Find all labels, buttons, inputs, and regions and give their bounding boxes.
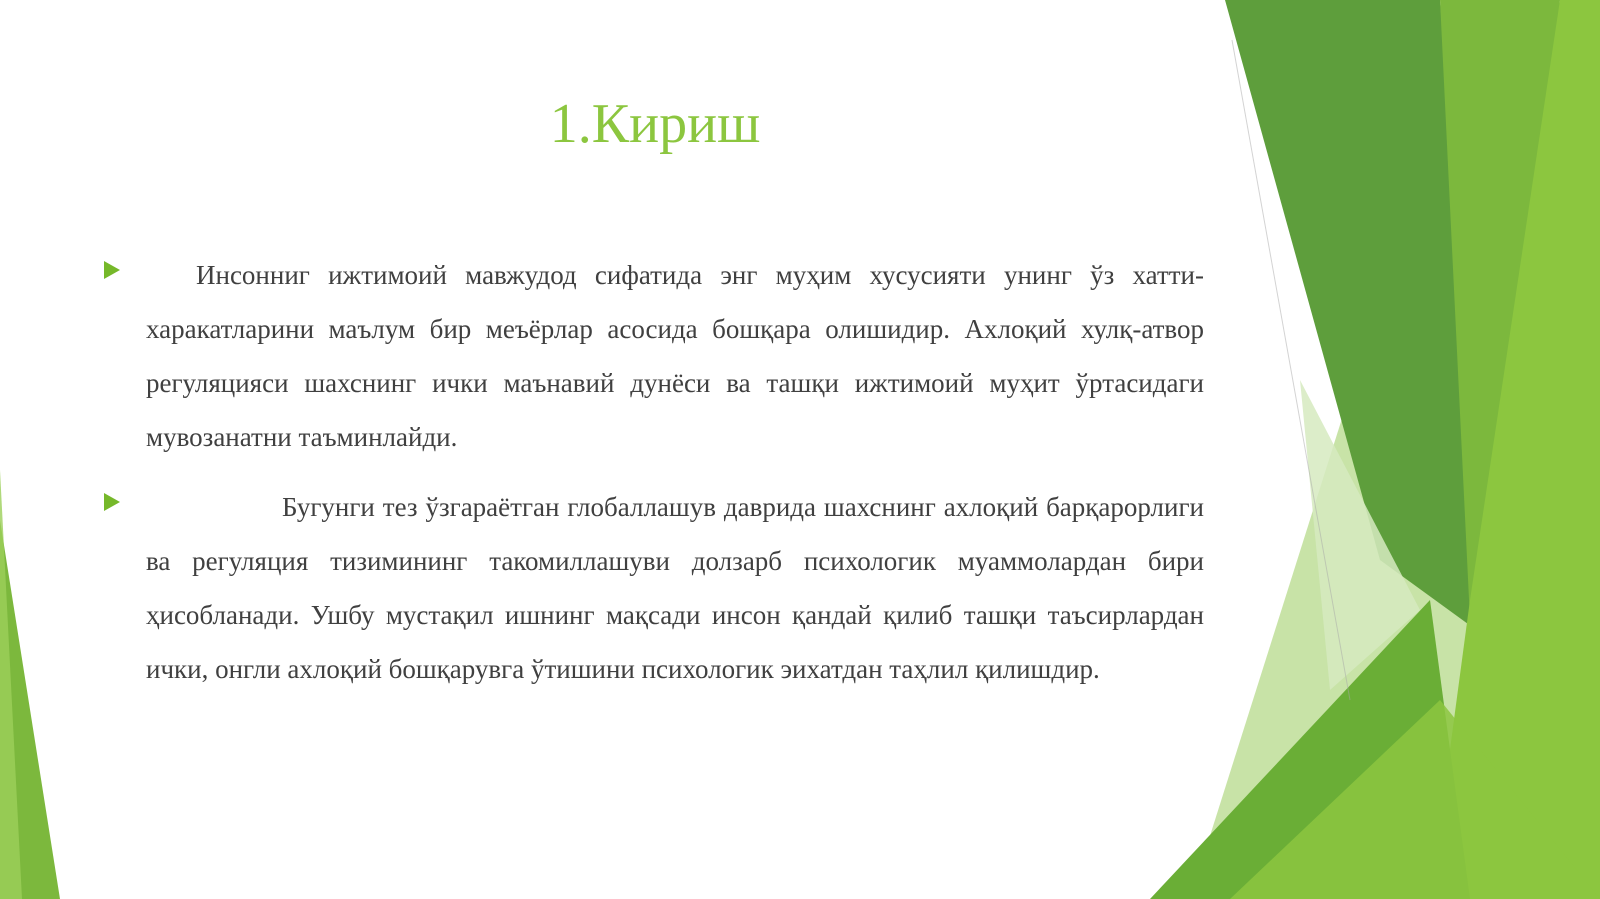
bullet-item [100, 248, 1204, 464]
slide-title: 1.Кириш [549, 93, 761, 155]
bullet-text: Бугунги тез ўзгараётган глобаллашув даврида шахснинг ахлоқий барқарорлиги ва регуляция тизимининг такомиллашуви долзарб психологик муаммолардан бири ҳисобланади. Ушбу мустақил ишнинг мақсади инсон қандай қилиб ташқи таъсирлардан ички, онгли ахлоқий бошқарувга ўтишини психологик эихатдан таҳлил қилишдир. [146, 492, 1204, 684]
bullet-text: Инсонниг ижтимоий мавжудод сифатида энг муҳим хусусияти унинг ўз хатти-харакатларини маълум бир меъёрлар асосида бошқара олишидир. Ахлоқий хулқ-атвор регуляцияси шахснинг ички маънавий дунёси ва ташқи ижтимоий муҳит ўртасидаги мувозанатни таъминлайди. [146, 260, 1204, 452]
bullet-list [100, 248, 1204, 712]
triangle-right-icon [104, 261, 120, 279]
bullet-item [100, 480, 1204, 696]
triangle-right-icon [104, 493, 120, 511]
